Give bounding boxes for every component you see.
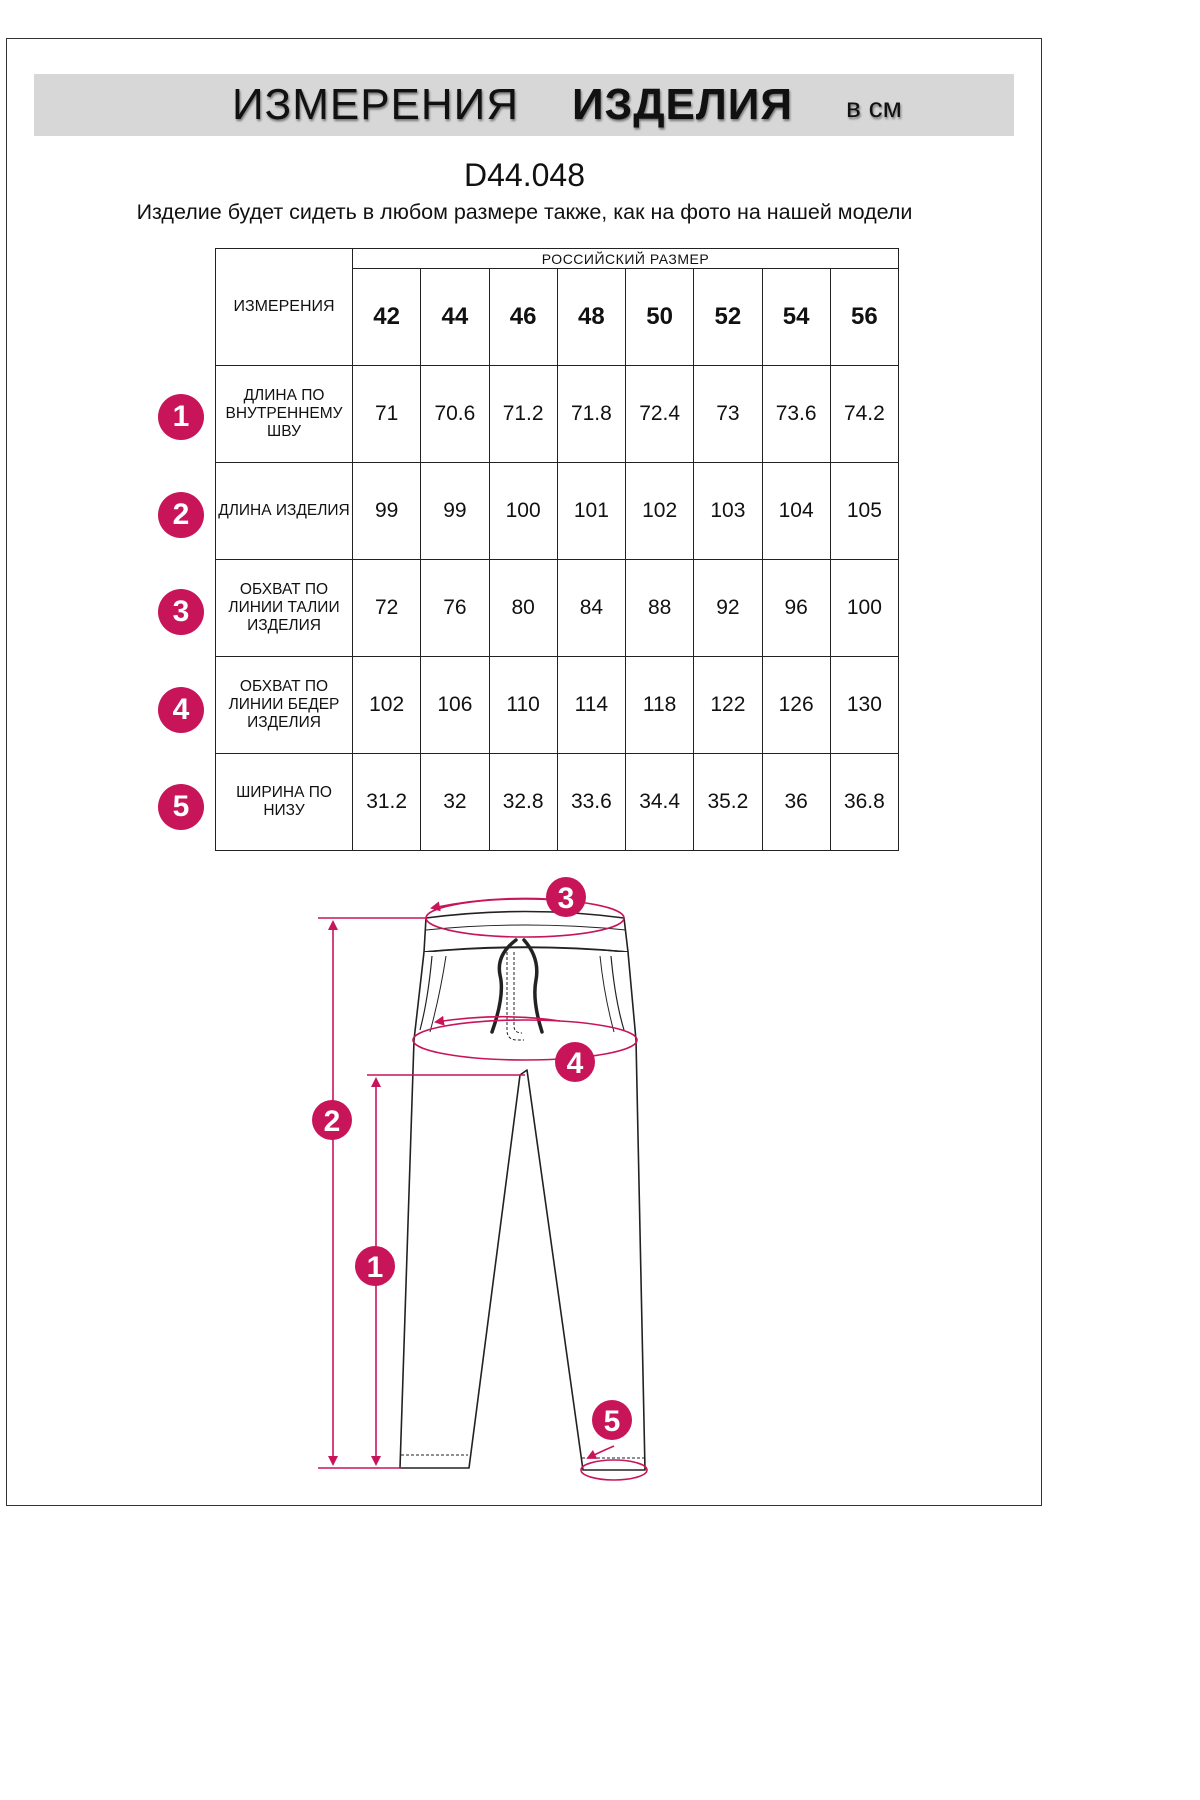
row-number-badge: 1 bbox=[158, 394, 204, 440]
measure-label: ОБХВАТ ПО ЛИНИИ ТАЛИИ ИЗДЕЛИЯ bbox=[216, 560, 353, 657]
measure-label: ШИРИНА ПО НИЗУ bbox=[216, 754, 353, 851]
size-header: 52 bbox=[694, 269, 762, 366]
table-cell: 99 bbox=[353, 463, 421, 560]
table-cell: 126 bbox=[762, 657, 830, 754]
diagram-marker-4 bbox=[555, 1042, 595, 1082]
table-cell: 34.4 bbox=[626, 754, 694, 851]
measure-label: ДЛИНА ПО ВНУТРЕННЕМУ ШВУ bbox=[216, 366, 353, 463]
table-cell: 122 bbox=[694, 657, 762, 754]
fit-note: Изделие будет сидеть в любом размере также, как на фото на нашей модели bbox=[136, 200, 913, 224]
table-cell: 100 bbox=[489, 463, 557, 560]
table-cell: 130 bbox=[830, 657, 898, 754]
table-cell: 101 bbox=[557, 463, 625, 560]
table-cell: 70.6 bbox=[421, 366, 489, 463]
table-cell: 110 bbox=[489, 657, 557, 754]
size-header: 42 bbox=[353, 269, 421, 366]
diagram-marker-1 bbox=[355, 1246, 395, 1286]
table-cell: 71.2 bbox=[489, 366, 557, 463]
table-cell: 72.4 bbox=[626, 366, 694, 463]
table-cell: 31.2 bbox=[353, 754, 421, 851]
table-cell: 72 bbox=[353, 560, 421, 657]
table-cell: 36.8 bbox=[830, 754, 898, 851]
size-system-header: РОССИЙСКИЙ РАЗМЕР bbox=[353, 249, 899, 269]
row-number-badge: 2 bbox=[158, 492, 204, 538]
table-cell: 99 bbox=[421, 463, 489, 560]
table-cell: 74.2 bbox=[830, 366, 898, 463]
pants-outline bbox=[400, 912, 645, 1471]
table-cell: 106 bbox=[421, 657, 489, 754]
size-header: 54 bbox=[762, 269, 830, 366]
diagram-marker-3 bbox=[546, 877, 586, 917]
table-cell: 114 bbox=[557, 657, 625, 754]
table-cell: 80 bbox=[489, 560, 557, 657]
title-unit: в см bbox=[846, 92, 902, 123]
table-cell: 32.8 bbox=[489, 754, 557, 851]
table-cell: 73 bbox=[694, 366, 762, 463]
svg-text:2: 2 bbox=[323, 1105, 341, 1138]
table-cell: 92 bbox=[694, 560, 762, 657]
size-header: 50 bbox=[626, 269, 694, 366]
table-cell: 84 bbox=[557, 560, 625, 657]
row-number-badge: 5 bbox=[158, 784, 204, 830]
table-cell: 103 bbox=[694, 463, 762, 560]
article-code: D44.048 bbox=[464, 157, 585, 193]
table-cell: 100 bbox=[830, 560, 898, 657]
size-header: 46 bbox=[489, 269, 557, 366]
svg-text:5: 5 bbox=[603, 1405, 621, 1438]
measure-label: ДЛИНА ИЗДЕЛИЯ bbox=[216, 463, 353, 560]
size-header: 48 bbox=[557, 269, 625, 366]
row-number-badge: 4 bbox=[158, 687, 204, 733]
table-cell: 71.8 bbox=[557, 366, 625, 463]
table-cell: 105 bbox=[830, 463, 898, 560]
table-cell: 36 bbox=[762, 754, 830, 851]
table-cell: 102 bbox=[353, 657, 421, 754]
table-cell: 73.6 bbox=[762, 366, 830, 463]
table-cell: 96 bbox=[762, 560, 830, 657]
row-number-badge: 3 bbox=[158, 589, 204, 635]
table-cell: 88 bbox=[626, 560, 694, 657]
size-header: 44 bbox=[421, 269, 489, 366]
table-cell: 33.6 bbox=[557, 754, 625, 851]
measure-label: ОБХВАТ ПО ЛИНИИ БЕДЕР ИЗДЕЛИЯ bbox=[216, 657, 353, 754]
measure-header: ИЗМЕРЕНИЯ bbox=[216, 249, 353, 366]
svg-text:4: 4 bbox=[566, 1047, 584, 1080]
svg-text:3: 3 bbox=[557, 882, 575, 915]
table-cell: 76 bbox=[421, 560, 489, 657]
table-cell: 32 bbox=[421, 754, 489, 851]
table-cell: 102 bbox=[626, 463, 694, 560]
table-cell: 35.2 bbox=[694, 754, 762, 851]
table-cell: 71 bbox=[353, 366, 421, 463]
title-light: ИЗМЕРЕНИЯ bbox=[232, 80, 520, 129]
table-cell: 104 bbox=[762, 463, 830, 560]
title-bold: ИЗДЕЛИЯ bbox=[572, 80, 794, 129]
diagram-marker-2 bbox=[312, 1100, 352, 1140]
diagram-marker-5 bbox=[592, 1400, 632, 1440]
svg-text:1: 1 bbox=[366, 1251, 384, 1284]
size-header: 56 bbox=[830, 269, 898, 366]
table-cell: 118 bbox=[626, 657, 694, 754]
